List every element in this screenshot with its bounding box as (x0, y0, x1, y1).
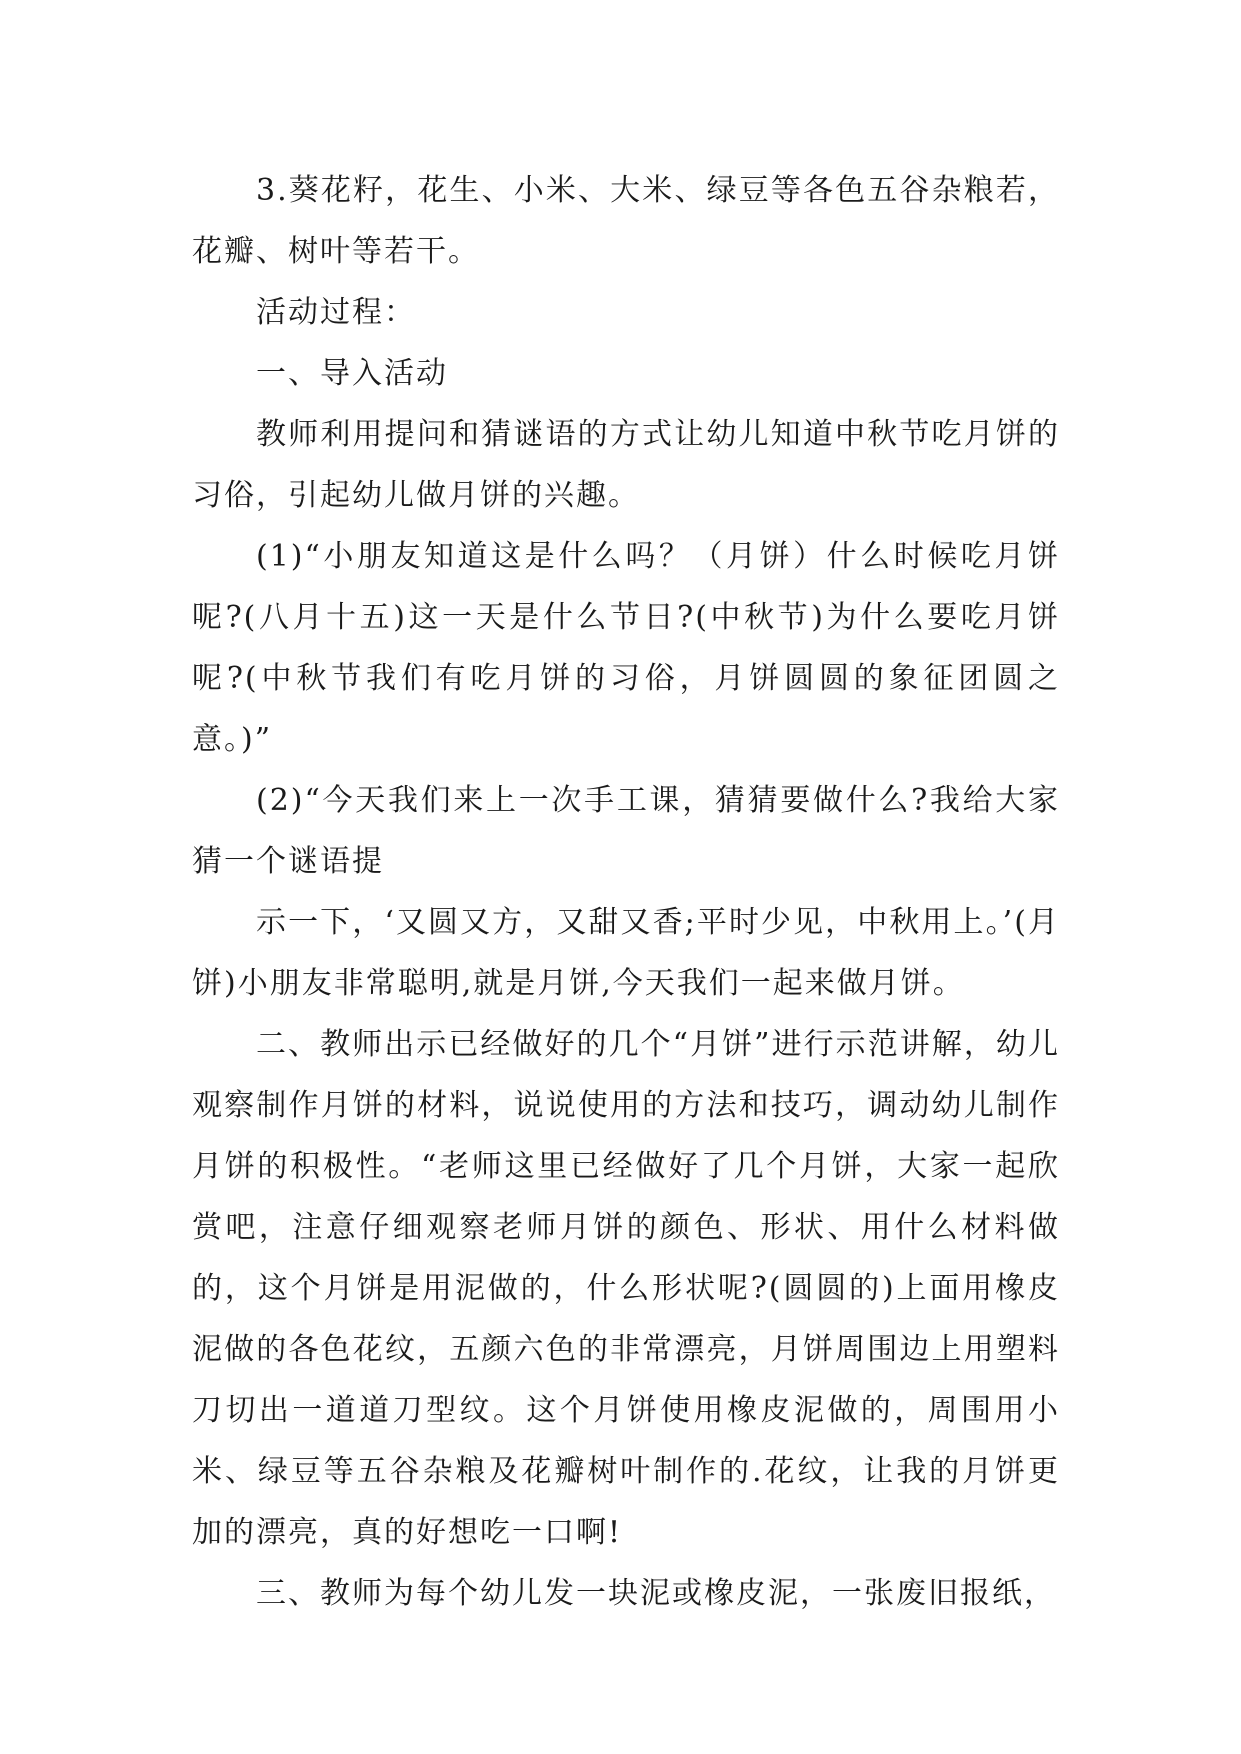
paragraph-section-three: 三、教师为每个幼儿发一块泥或橡皮泥，一张废旧报纸， (256, 1576, 1056, 1611)
section-heading-intro: 一、导入活动 (256, 356, 448, 391)
paragraph-riddle: 示一下，‘又圆又方，又甜又香;平时少见，中秋用上。’(月饼)小朋友非常聪明,就是月饼,今天我们一起来做月饼。 (192, 905, 1060, 1001)
paragraph-question-1: (1)“小朋友知道这是什么吗？（月饼）什么时候吃月饼呢?(八月十五)这一天是什么节日?(中秋节)为什么要吃月饼呢?(中秋节我们有吃月饼的习俗，月饼圆圆的象征团圆之意。)” (192, 539, 1060, 757)
paragraph-question-2: (2)“今天我们来上一次手工课，猜猜要做什么?我给大家猜一个谜语提 (192, 783, 1060, 879)
paragraph-activity-process: 活动过程： (256, 295, 416, 330)
paragraph-intro: 教师利用提问和猜谜语的方式让幼儿知道中秋节吃月饼的习俗，引起幼儿做月饼的兴趣。 (192, 417, 1060, 513)
paragraph-materials: 3.葵花籽，花生、小米、大米、绿豆等各色五谷杂粮若，花瓣、树叶等若干。 (192, 173, 1060, 269)
paragraph-section-two: 二、教师出示已经做好的几个“月饼”进行示范讲解，幼儿观察制作月饼的材料，说说使用的方法和技巧，调动幼儿制作月饼的积极性。“老师这里已经做好了几个月饼，大家一起欣赏吧，注意仔细观察老师月饼的颜色、形状、用什么材料做的，这个月饼是用泥做的，什么形状呢?(圆圆的)上面用橡皮泥做的各色花纹，五颜六色的非常漂亮，月饼周围边上用塑料刀切出一道道刀型纹。这个月饼使用橡皮泥做的，周围用小米、绿豆等五谷杂粮及花瓣树叶制作的.花纹，让我的月饼更加的漂亮，真的好想吃一口啊! (192, 1027, 1060, 1550)
document-body (192, 160, 1060, 1624)
